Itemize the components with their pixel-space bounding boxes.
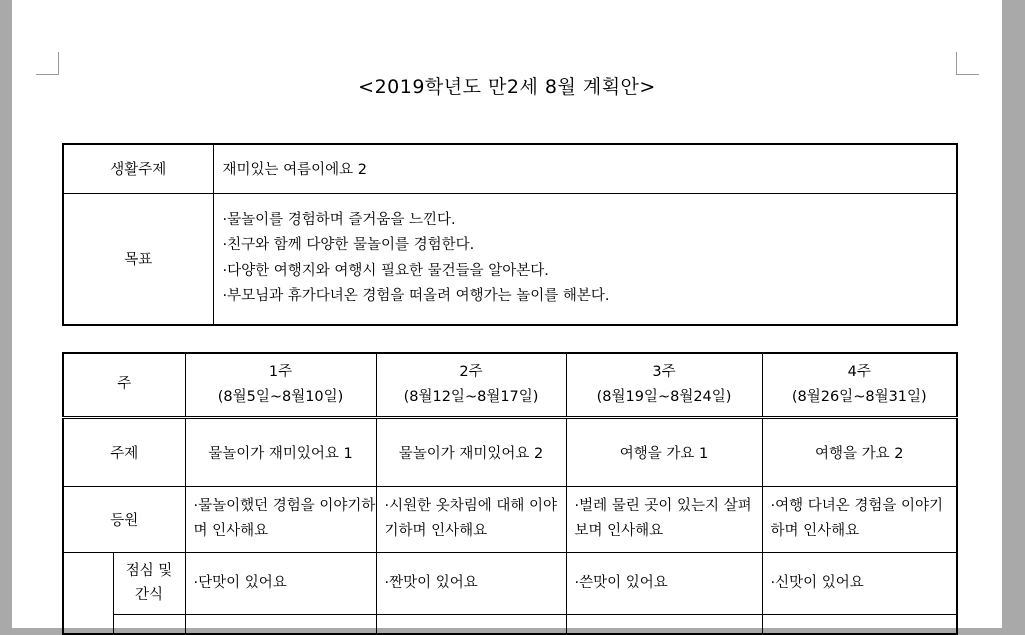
- life-theme-value: 재미있는 여름이에요 2: [213, 144, 957, 193]
- snack-label: 점심 및 간식: [113, 552, 185, 614]
- goal-item: ·친구와 함께 다양한 물놀이를 경험한다.: [222, 237, 475, 254]
- week-name: 1주: [268, 363, 293, 380]
- next-row-cell: [185, 614, 376, 634]
- week-theme: 여행을 가요 2: [762, 417, 957, 486]
- goal-label: 목표: [63, 193, 213, 325]
- week-theme: 여행을 가요 1: [566, 417, 762, 486]
- next-row-cell: [113, 614, 185, 634]
- week-header: [185, 353, 376, 417]
- theme-row: [63, 417, 957, 486]
- week-header: [762, 353, 957, 417]
- week-theme: 물놀이가 재미있어요 1: [185, 417, 376, 486]
- next-row-cell: [762, 614, 957, 634]
- week-header: [376, 353, 566, 417]
- next-row-cell: [566, 614, 762, 634]
- theme-label: 주제: [63, 417, 185, 486]
- week-arrival: ·시원한 옷차림에 대해 이야기하며 인사해요: [376, 486, 566, 552]
- snack-row: [63, 552, 957, 614]
- week-arrival: ·여행 다녀온 경험을 이야기하며 인사해요: [762, 486, 957, 552]
- goal-list: [213, 193, 957, 325]
- week-arrival: ·물놀이했던 경험을 이야기하며 인사해요: [185, 486, 376, 552]
- goal-row: [63, 193, 957, 325]
- goal-item: ·다양한 여행지와 여행시 필요한 물건들을 알아본다.: [222, 262, 549, 279]
- week-range: (8월19일~8월24일): [596, 388, 732, 405]
- next-row-cell: [376, 614, 566, 634]
- week-arrival: ·벌레 물린 곳이 있는지 살펴보며 인사해요: [566, 486, 762, 552]
- arrival-label: 등원: [63, 486, 185, 552]
- meal-group-cell: [63, 552, 113, 634]
- week-snack: ·쓴맛이 있어요: [566, 552, 762, 614]
- life-theme-label: 생활주제: [63, 144, 213, 193]
- week-header: [566, 353, 762, 417]
- goal-item: ·물놀이를 경험하며 즐거움을 느낀다.: [222, 211, 456, 228]
- next-row: [63, 614, 957, 634]
- week-snack: ·신맛이 있어요: [762, 552, 957, 614]
- week-range: (8월5일~8월10일): [217, 388, 344, 405]
- week-range: (8월26일~8월31일): [791, 388, 927, 405]
- week-theme: 물놀이가 재미있어요 2: [376, 417, 566, 486]
- week-label: 주: [63, 353, 185, 417]
- week-snack: ·짠맛이 있어요: [376, 552, 566, 614]
- week-name: 3주: [652, 363, 676, 380]
- life-theme-row: [63, 144, 957, 193]
- weekly-plan-table: [62, 352, 958, 635]
- summary-table: [62, 143, 958, 326]
- week-range: (8월12일~8월17일): [403, 388, 539, 405]
- goal-item: ·부모님과 휴가다녀온 경험을 떠올려 여행가는 놀이를 해본다.: [222, 288, 610, 305]
- week-header-row: [63, 353, 957, 417]
- arrival-row: [63, 486, 957, 552]
- week-name: 4주: [847, 363, 871, 380]
- week-name: 2주: [459, 363, 483, 380]
- week-snack: ·단맛이 있어요: [185, 552, 376, 614]
- document-page: [12, 0, 1002, 628]
- document-title: <2019학년도 만2세 8월 계획안>: [358, 76, 656, 98]
